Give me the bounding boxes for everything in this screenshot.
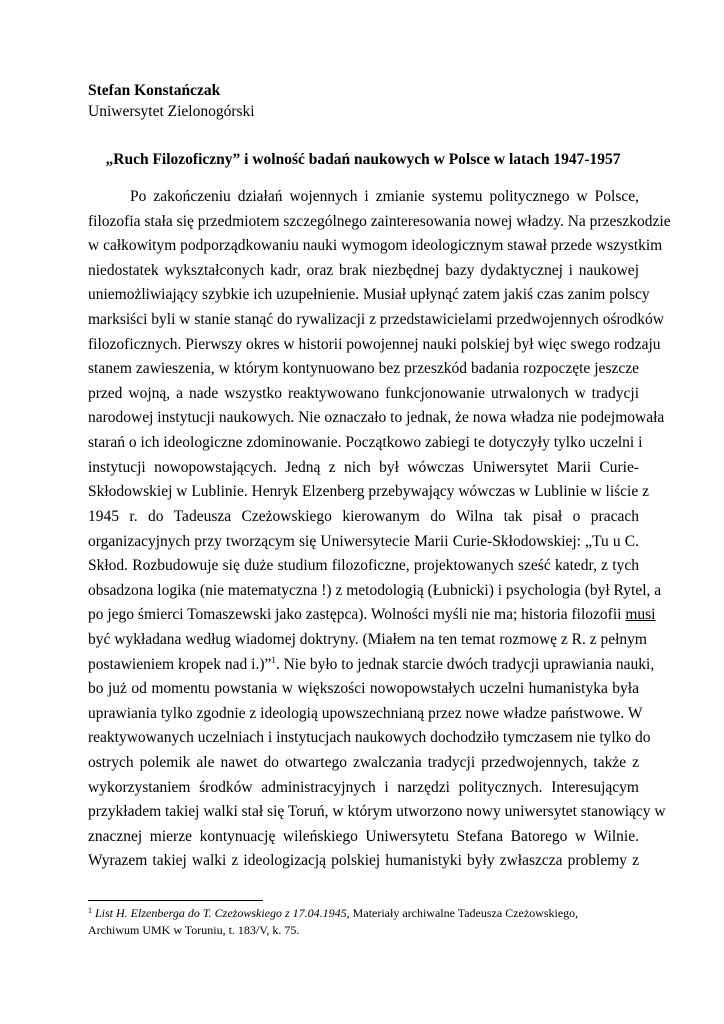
author-name: Stefan Konstańczak	[88, 82, 221, 99]
body-line: Skłod. Rozbudowuje się duże studium filozoficzne, projektowanych sześć katedr, z tych	[88, 557, 639, 575]
article-title: „Ruch Filozoficzny” i wolność badań naukowych w Polsce w latach 1947-1957	[105, 151, 621, 168]
body-line-with-underline	[88, 603, 656, 628]
footnote-separator	[88, 900, 263, 901]
body-line: filozofia stała się przedmiotem szczególnego zainteresowania nowej władzy. Na przeszkodzie	[88, 212, 671, 230]
body-line: przed wojną, a nade wszystko reaktywowano funkcjonowanie utrwalonych w tradycji	[88, 384, 639, 402]
author-block	[88, 80, 255, 122]
body-line: niedostatek wykształconych kadr, oraz brak niezbędnej bazy dydaktycznej i naukowej	[88, 261, 639, 279]
body-line: obsadzona logika (nie matematyczna !) z metodologią (Łubnicki) i psychologia (był Rytel, a	[88, 581, 662, 599]
body-line-with-footnote	[88, 653, 655, 678]
body-line: marksiści byli w stanie stanąć do rywalizacji z przedstawicielami przedwojennych ośrodków	[88, 311, 664, 329]
body-line: organizacyjnych przy tworzącym się Uniwersytecie Marii Curie-Skłodowskiej: „Tu u C.	[88, 532, 639, 550]
body-line-text: postawieniem kropek nad i.)”	[88, 655, 272, 673]
body-line: Wyrazem takiej walki z ideologizacją polskiej humanistyki były zwłaszcza problemy z	[88, 852, 639, 870]
footnote-reference[interactable]: 1	[271, 654, 276, 665]
body-line-tail: . Nie było to jednak starcie dwóch tradycji uprawiania nauki,	[275, 655, 655, 673]
body-line: być wykładana według wiadomej doktryny. (Miałem na ten temat rozmowę z R. z pełnym	[88, 630, 647, 648]
underlined-word: musi	[625, 606, 656, 624]
body-line: przykładem takiej walki stał się Toruń, w którym utworzono nowy uniwersytet stanowiący w	[88, 803, 666, 821]
footnote-line-2: Archiwum UMK w Toruniu, t. 183/V, k. 75.	[88, 923, 300, 937]
article-body	[88, 185, 671, 874]
body-line: Skłodowskiej w Lublinie. Henryk Elzenberg przebywający wówczas w Lublinie w liście z	[88, 483, 649, 501]
body-line: filozoficznych. Pierwszy okres w historii powojennej nauki polskiej był więc swego rodzaju	[88, 335, 661, 353]
body-line: narodowej instytucji naukowych. Nie oznaczało to jednak, że nowa władza nie podejmowała	[88, 409, 665, 427]
body-line-text: po jego śmierci Tomaszewski jako zastępca). Wolności myśli nie ma; historia filozofii	[88, 606, 622, 624]
footnote-number: 1	[88, 906, 92, 915]
body-line: w całkowitym podporządkowaniu nauki wymogom ideologicznym stawał przede wszystkim	[88, 237, 663, 255]
author-affiliation: Uniwersytet Zielonogórski	[88, 103, 255, 120]
body-line: stanem zawieszenia, w którym kontynuowano bez przeszkód badania rozpoczęte jeszcze	[88, 360, 639, 378]
body-line: znacznej mierze kontynuację wileńskiego Uniwersytetu Stefana Batorego w Wilnie.	[88, 827, 639, 845]
footnote-line-1	[88, 905, 639, 922]
body-line: Po zakończeniu działań wojennych i zmianie systemu politycznego w Polsce,	[130, 188, 639, 205]
body-line: wykorzystaniem środków administracyjnych i narzędzi politycznych. Interesującym	[88, 778, 639, 796]
footnote	[88, 905, 639, 939]
body-line: instytucji nowopowstających. Jedną z nich był wówczas Uniwersytet Marii Curie-	[88, 458, 639, 476]
body-line: ostrych polemik ale nawet do otwartego zwalczania tradycji przedwojennych, także z	[88, 754, 639, 772]
footnote-italic-title: List H. Elzenberga do T. Czeżowskiego z 17.04.1945	[95, 906, 347, 920]
body-line: reaktywowanych uczelniach i instytucjach naukowych dochodziło tymczasem nie tylko do	[88, 729, 651, 747]
body-line: starań o ich ideologiczne zdominowanie. Początkowo zabiegi te dotyczyły tylko uczelni i	[88, 434, 643, 452]
body-line: uprawiania tylko zgodnie z ideologią upowszechnianą przez nowe władze państwowe. W	[88, 704, 643, 722]
body-line: bo już od momentu powstania w większości nowopowstałych uczelni humanistyka była	[88, 680, 639, 698]
body-line: uniemożliwiający szybkie ich uzupełnienie. Musiał upłynąć zatem jakiś czas zanim polscy	[88, 286, 650, 304]
footnote-text: , Materiały archiwalne Tadeusza Czeżowskiego,	[346, 906, 579, 920]
body-line: 1945 r. do Tadeusza Czeżowskiego kierowanym do Wilna tak pisał o pracach	[88, 507, 639, 525]
